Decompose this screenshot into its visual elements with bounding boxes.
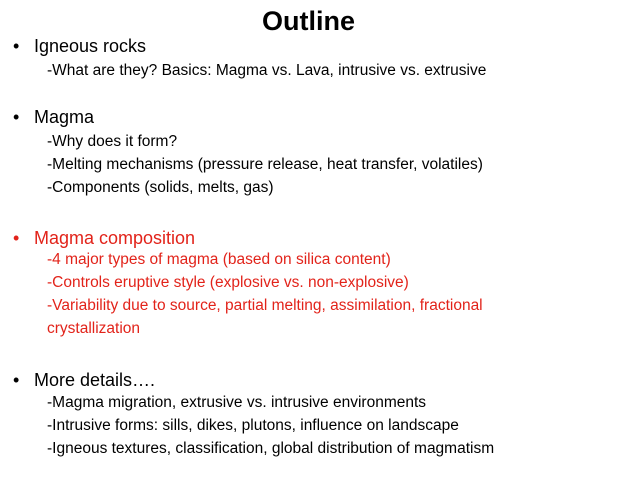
bullet-heading: Magma composition: [34, 228, 196, 248]
slide-title: Outline: [262, 6, 355, 36]
sub-item: -What are they? Basics: Magma vs. Lava, intrusive vs. extrusive: [47, 62, 487, 79]
bullet-magma: [13, 106, 94, 128]
sub-item: -Igneous textures, classification, global distribution of magmatism: [47, 440, 495, 457]
bullet-heading: More details….: [34, 370, 156, 390]
bullet-more-details: [13, 369, 155, 391]
sub-item: -Variability due to source, partial melting, assimilation, fractional: [47, 297, 483, 314]
sub-item: crystallization: [47, 320, 141, 337]
bullet-icon: •: [13, 36, 20, 56]
sub-item: -Intrusive forms: sills, dikes, plutons, influence on landscape: [47, 417, 459, 434]
bullet-icon: •: [13, 107, 20, 127]
sub-item: -4 major types of magma (based on silica content): [47, 251, 391, 268]
bullet-heading: Igneous rocks: [34, 36, 147, 56]
sub-item: -Components (solids, melts, gas): [47, 179, 274, 196]
bullet-igneous-rocks: [13, 35, 146, 57]
sub-item: -Controls eruptive style (explosive vs. non-explosive): [47, 274, 409, 291]
sub-item: -Magma migration, extrusive vs. intrusive environments: [47, 394, 427, 411]
bullet-heading: Magma: [34, 107, 95, 127]
bullet-icon: •: [13, 228, 20, 248]
bullet-magma-composition: [13, 227, 195, 249]
bullet-icon: •: [13, 370, 20, 390]
sub-item: -Melting mechanisms (pressure release, heat transfer, volatiles): [47, 156, 483, 173]
sub-item: -Why does it form?: [47, 133, 178, 150]
